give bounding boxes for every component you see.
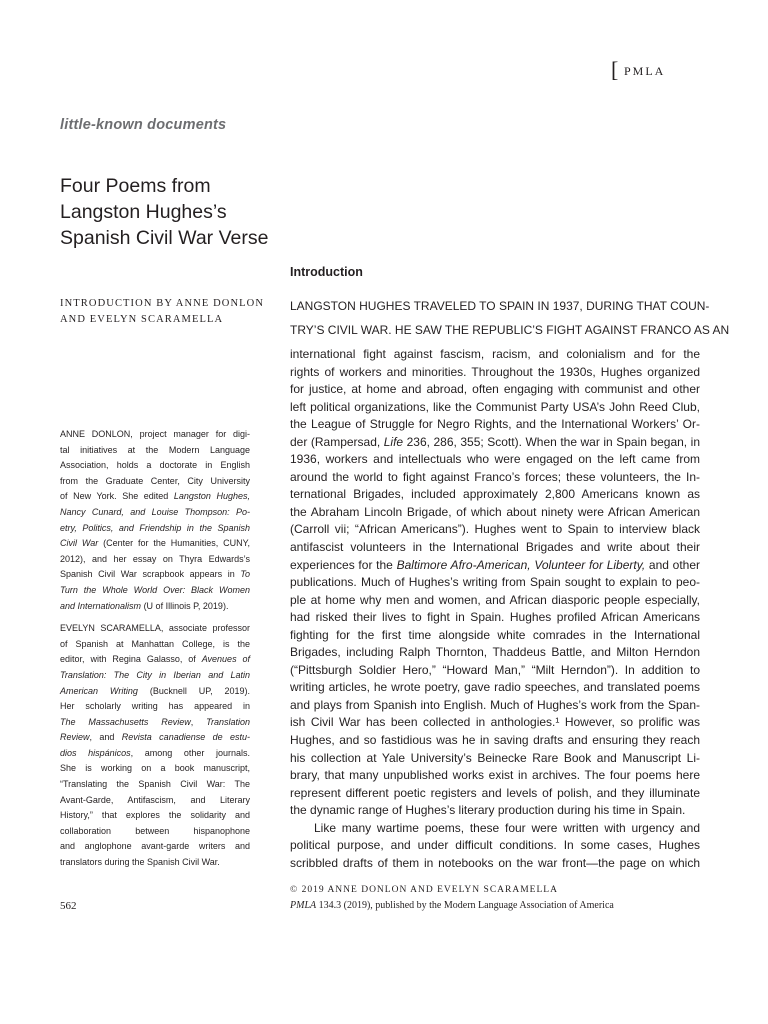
bio-line: Her scholarly writing has appeared in <box>60 701 250 712</box>
citation-details: 134.3 (2019), published by the Modern Language Association of America <box>316 900 614 911</box>
article-title <box>60 173 310 251</box>
journal-title: The Massachusetts Review <box>60 716 191 727</box>
byline-line: AND EVELYN SCARAMELLA <box>60 314 224 325</box>
body-line: 1936, workers and intellectuals who were engaged on the left came from <box>290 452 700 467</box>
bio-line <box>60 489 250 505</box>
body-line: fighting for the first time alongside white comrades in the International <box>290 627 700 642</box>
body-line: writing articles, he wrote poetry, gave radio speeches, and translated poems <box>290 680 700 695</box>
journal-title: Revista canadiense de estu- <box>121 732 250 743</box>
bio-line <box>60 730 250 746</box>
body-line: his collection at Yale University’s Beinecke Rare Book and Manuscript Li- <box>290 750 700 765</box>
book-title: American Writing <box>60 685 138 696</box>
bio-line: Translation: The City in Iberian and Latin <box>60 669 250 680</box>
body-line: Hughes, and so fastidious was he in saving drafts and ensuring they reach <box>290 733 700 748</box>
bio-line: EVELYN SCARAMELLA, associate professor <box>60 623 250 634</box>
byline <box>60 296 280 328</box>
book-title: To <box>240 569 250 580</box>
bio-line <box>60 684 250 700</box>
body-text-run: 236, 286, 355; Scott). When the war in Spain began, in <box>403 434 701 449</box>
section-label: little-known documents <box>60 117 227 133</box>
bio-text-run: of New York. She edited <box>60 491 174 502</box>
body-line: publications. Much of Hughes’s writing from Spain sought to explain to peo- <box>290 575 700 590</box>
bio-text-run: Spanish Civil War scrapbook appears in <box>60 569 241 580</box>
bio-line <box>60 567 250 583</box>
bio-line: translators during the Spanish Civil War. <box>60 857 220 868</box>
bio-line: Association, holds a doctorate in English <box>60 460 250 471</box>
book-title: and Internationalism <box>60 600 142 611</box>
bio-line <box>60 746 250 762</box>
body-line: international fight against fascism, racism, and colonialism and for the <box>290 347 700 361</box>
page-number: 562 <box>60 900 77 912</box>
bio-line <box>60 536 250 552</box>
opening-small-caps <box>290 294 730 342</box>
body-text-run: der (Rampersad, <box>290 434 384 449</box>
bio-line: Nancy Cunard, and Louise Thompson: Po- <box>60 506 250 517</box>
bio-text-run: (U of Illinois P, 2019). <box>141 600 229 611</box>
citation-journal: PMLA <box>290 900 317 911</box>
section-heading: Introduction <box>290 265 363 279</box>
body-line: left political organizations, like the Communist Party USA’s John Reed Club, <box>290 399 700 414</box>
body-line: the dynamic range of Hughes’s literary production during his time in Spain. <box>290 803 686 818</box>
journal-title: Review <box>60 732 90 743</box>
body-line <box>290 557 700 575</box>
body-text-run: and other <box>645 557 701 572</box>
body-line: ish Civil War has been collected in anthologies.¹ However, so prolific was <box>290 715 700 730</box>
book-title: Langston Hughes, <box>173 491 250 502</box>
running-head-bracket: [ <box>611 57 619 82</box>
bio-line: Avant-Garde, Antifascism, and Literary <box>60 794 250 805</box>
body-line: around the world to fight against Franco’s forces; these volunteers, the In- <box>290 469 700 484</box>
body-line: ple at home why men and women, and African diasporic people especially, <box>290 592 700 607</box>
bio-line: and anglophone avant-garde writers and <box>60 841 250 852</box>
body-text-run: experiences for the <box>290 557 397 572</box>
bio-text-run: , and <box>89 732 122 743</box>
body-line: (“Pittsburgh Soldier Hero,” “Howard Man,” “Milt Herndon”). In addition to <box>290 662 700 677</box>
publication-names: Baltimore Afro-American, Volunteer for Liberty, <box>396 557 646 572</box>
bio-line: ANNE DONLON, project manager for digi- <box>60 429 250 439</box>
body-line: scribbled drafts of them in notebooks on the war front—the page on which <box>290 855 700 870</box>
body-line <box>290 434 700 452</box>
bio-line: collaboration between hispanophone <box>60 825 250 836</box>
body-line: ternational Brigades, included approximately 2,800 Americans known as <box>290 487 700 502</box>
bio-line: “Translating the Spanish Civil War: The <box>60 779 250 790</box>
opening-line: LANGSTON HUGHES TRAVELED TO SPAIN IN 1937, DURING THAT COUN- <box>290 299 710 313</box>
bio-text-run: (Center for the Humanities, CUNY, <box>98 538 250 549</box>
bio-line: 2012), and her essay on Thyra Edwards’s <box>60 553 250 564</box>
bio-text-run: editor, with Regina Galasso, of <box>60 654 202 665</box>
title-line: Spanish Civil War Verse <box>60 227 269 249</box>
body-line: political purpose, and under difficult conditions. In some cases, Hughes <box>290 838 700 853</box>
title-line: Four Poems from <box>60 175 211 197</box>
bio-line: Turn the Whole World Over: Black Women <box>60 584 250 595</box>
bio-line <box>60 652 250 668</box>
byline-line: INTRODUCTION BY ANNE DONLON <box>60 298 265 309</box>
author-bios <box>60 427 250 871</box>
body-line: represent different poetic registers and levels of polish, and they illuminate <box>290 785 700 800</box>
body-line: for justice, at home and abroad, often engaging with communist and other <box>290 382 700 397</box>
book-title: Avenues of <box>201 654 250 665</box>
bio-text-run: (Bucknell UP, 2019). <box>137 685 250 696</box>
body-line: antifascist volunteers in the International Brigades and write about their <box>290 540 700 555</box>
bio-line: from the Graduate Center, City University <box>60 475 250 486</box>
body-line: Like many wartime poems, these four were written with urgency and <box>314 820 700 835</box>
body-line: and plays from Spanish into English. Much of Hughes’s work from the Span- <box>290 697 700 712</box>
bio-text-run: , among other journals. <box>130 747 250 758</box>
body-line: the Abraham Lincoln Brigade, of which about ninety were African American <box>290 504 700 519</box>
bio-line <box>60 715 250 731</box>
cited-work-title: Life <box>383 434 404 449</box>
body-line: had risked their lives to fight in Spain. Hughes profiled African Americans <box>290 610 700 625</box>
book-title: Civil War <box>60 538 99 549</box>
opening-line: TRY’S CIVIL WAR. HE SAW THE REPUBLIC’S FIGHT AGAINST FRANCO AS AN <box>290 323 730 337</box>
bio-line: etry, Politics, and Friendship in the Spanish <box>60 522 250 533</box>
body-line: rights of workers and minorities. Throughout the 1930s, Hughes organized <box>290 364 700 379</box>
running-head <box>611 57 711 82</box>
bio-text-run: , <box>190 716 207 727</box>
journal-title: dios hispánicos <box>60 747 131 758</box>
journal-name: PMLA <box>624 64 666 78</box>
bio-line: She is working on a book manuscript, <box>60 763 250 774</box>
copyright-notice: © 2019 ANNE DONLON AND EVELYN SCARAMELLA <box>290 885 558 895</box>
body-line: brary, that many unpublished works exist in archives. The four poems here <box>290 768 700 783</box>
journal-title: Translation <box>206 716 250 727</box>
body-line: Brigades, including Ralph Thornton, Thaddeus Battle, and Milton Herndon <box>290 645 700 660</box>
bio-line: of Spanish at Manhattan College, is the <box>60 638 250 649</box>
body-text <box>290 346 700 872</box>
bio-line: tal initiatives at the Modern Language <box>60 444 250 455</box>
title-line: Langston Hughes’s <box>60 201 227 223</box>
bio-line: History,” that explores the solidarity and <box>60 810 250 821</box>
bio-line <box>60 599 250 615</box>
body-line: (Carroll vii; “African Americans”). Hughes went to Spain to interview black <box>290 522 700 537</box>
body-line: the League of Struggle for Negro Rights, and the International Workers’ Or- <box>290 417 700 432</box>
citation-line <box>290 900 614 911</box>
